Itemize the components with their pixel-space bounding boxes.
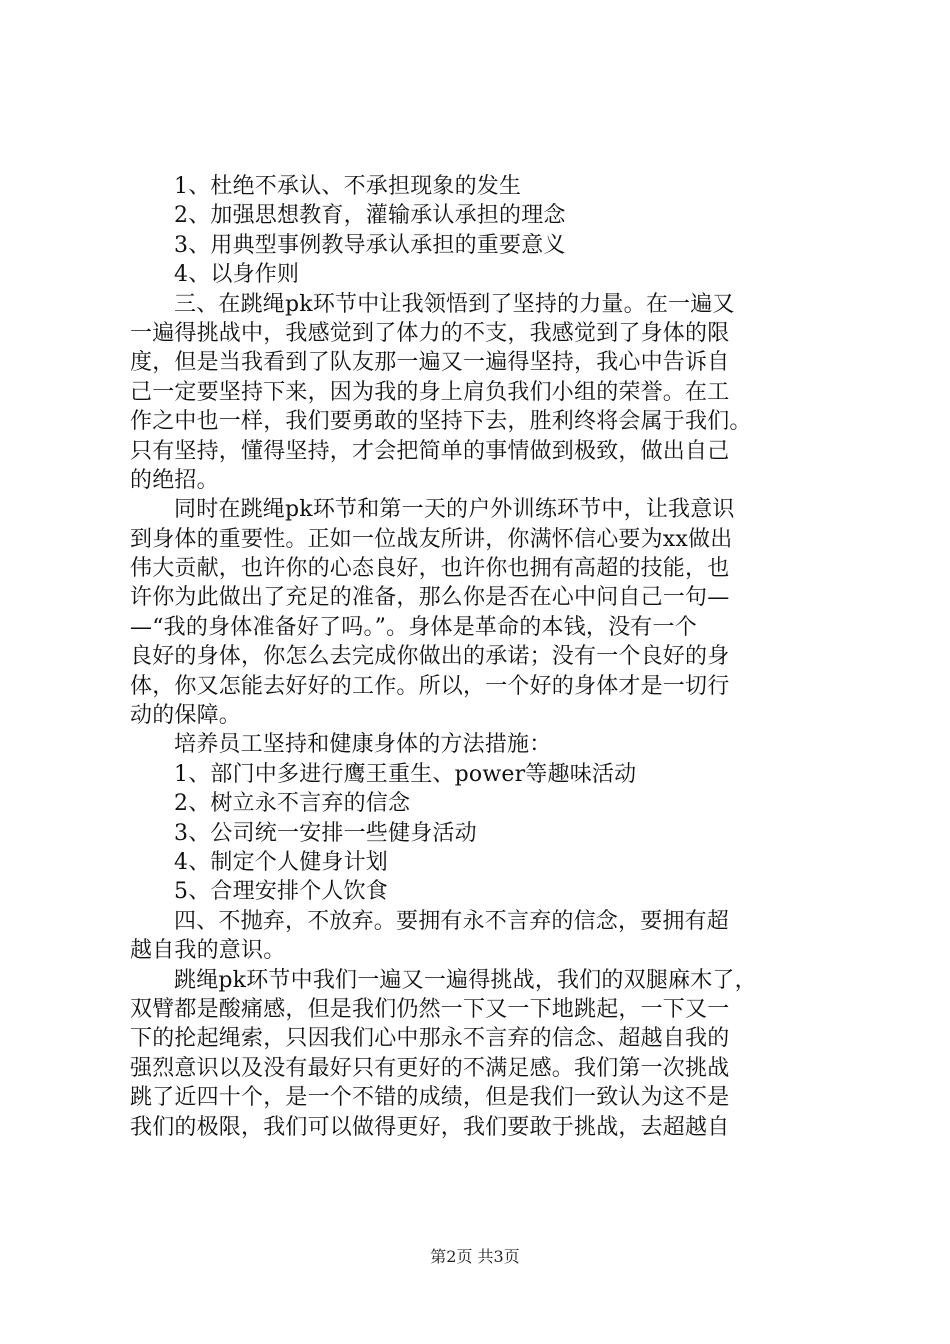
text-line: 3、公司统一安排一些健身活动 — [174, 820, 477, 846]
page-footer: 第2页 共3页 — [430, 1247, 520, 1266]
text-line: 越自我的意识。 — [130, 938, 286, 964]
text-line: 伟大贡献，也许你的心态良好，也许你也拥有高超的技能，也 — [130, 556, 730, 582]
text-line: 跳了近四十个，是一个不错的成绩，但是我们一致认为这不是 — [130, 1085, 730, 1111]
document-body — [130, 172, 830, 1142]
text-line: 1、杜绝不承认、不承担现象的发生 — [174, 174, 522, 199]
text-line: 下的抡起绳索，只因我们心中那永不言弃的信念、超越自我的 — [130, 1026, 730, 1052]
text-line: 许你为此做出了充足的准备，那么你是否在心中问自己一句— — [130, 585, 730, 611]
text-line: 良好的身体，你怎么去完成你做出的承诺；没有一个良好的身 — [130, 644, 730, 670]
text-line: 4、制定个人健身计划 — [174, 849, 388, 875]
text-line: 1、部门中多进行鹰王重生、power等趣味活动 — [174, 761, 637, 787]
text-line: 双臂都是酸痛感，但是我们仍然一下又一下地跳起，一下又一 — [130, 996, 730, 1022]
text-line: 四、不抛弃，不放弃。要拥有永不言弃的信念，要拥有超 — [174, 908, 730, 934]
text-line: 5、合理安排个人饮食 — [174, 879, 388, 905]
text-line: 跳绳pk环节中我们一遍又一遍得挑战，我们的双腿麻木了， — [174, 967, 757, 993]
text-line: —“我的身体准备好了吗。”。身体是革命的本钱，没有一个 — [130, 614, 697, 640]
text-line: 3、用典型事例教导承认承担的重要意义 — [174, 232, 566, 258]
text-line: 只有坚持，懂得坚持，才会把简单的事情做到极致，做出自己 — [130, 438, 730, 464]
text-line: 己一定要坚持下来，因为我的身上肩负我们小组的荣誉。在工 — [130, 379, 730, 405]
text-line: 我们的极限，我们可以做得更好，我们要敢于挑战，去超越自 — [130, 1114, 730, 1140]
text-line: 作之中也一样，我们要勇敢的坚持下去，胜利终将会属于我们。 — [130, 409, 752, 435]
text-line: 体，你又怎能去好好的工作。所以，一个好的身体才是一切行 — [130, 673, 730, 699]
text-line: 度，但是当我看到了队友那一遍又一遍得坚持，我心中告诉自 — [130, 350, 730, 376]
text-line: 4、以身作则 — [174, 262, 300, 288]
text-line: 强烈意识以及没有最好只有更好的不满足感。我们第一次挑战 — [130, 1055, 730, 1081]
text-line: 2、树立永不言弃的信念 — [174, 791, 411, 817]
text-line: 一遍得挑战中，我感觉到了体力的不支，我感觉到了身体的限 — [130, 320, 730, 346]
text-line: 2、加强思想教育，灌输承认承担的理念 — [174, 203, 566, 229]
text-line: 同时在跳绳pk环节和第一天的户外训练环节中，让我意识 — [174, 497, 735, 523]
text-line: 到身体的重要性。正如一位战友所讲，你满怀信心要为xx做出 — [130, 526, 733, 552]
text-line: 培养员工坚持和健康身体的方法措施： — [174, 732, 552, 758]
text-line: 的绝招。 — [130, 467, 219, 493]
text-line: 动的保障。 — [130, 703, 242, 729]
text-line: 三、在跳绳pk环节中让我领悟到了坚持的力量。在一遍又 — [174, 291, 735, 317]
